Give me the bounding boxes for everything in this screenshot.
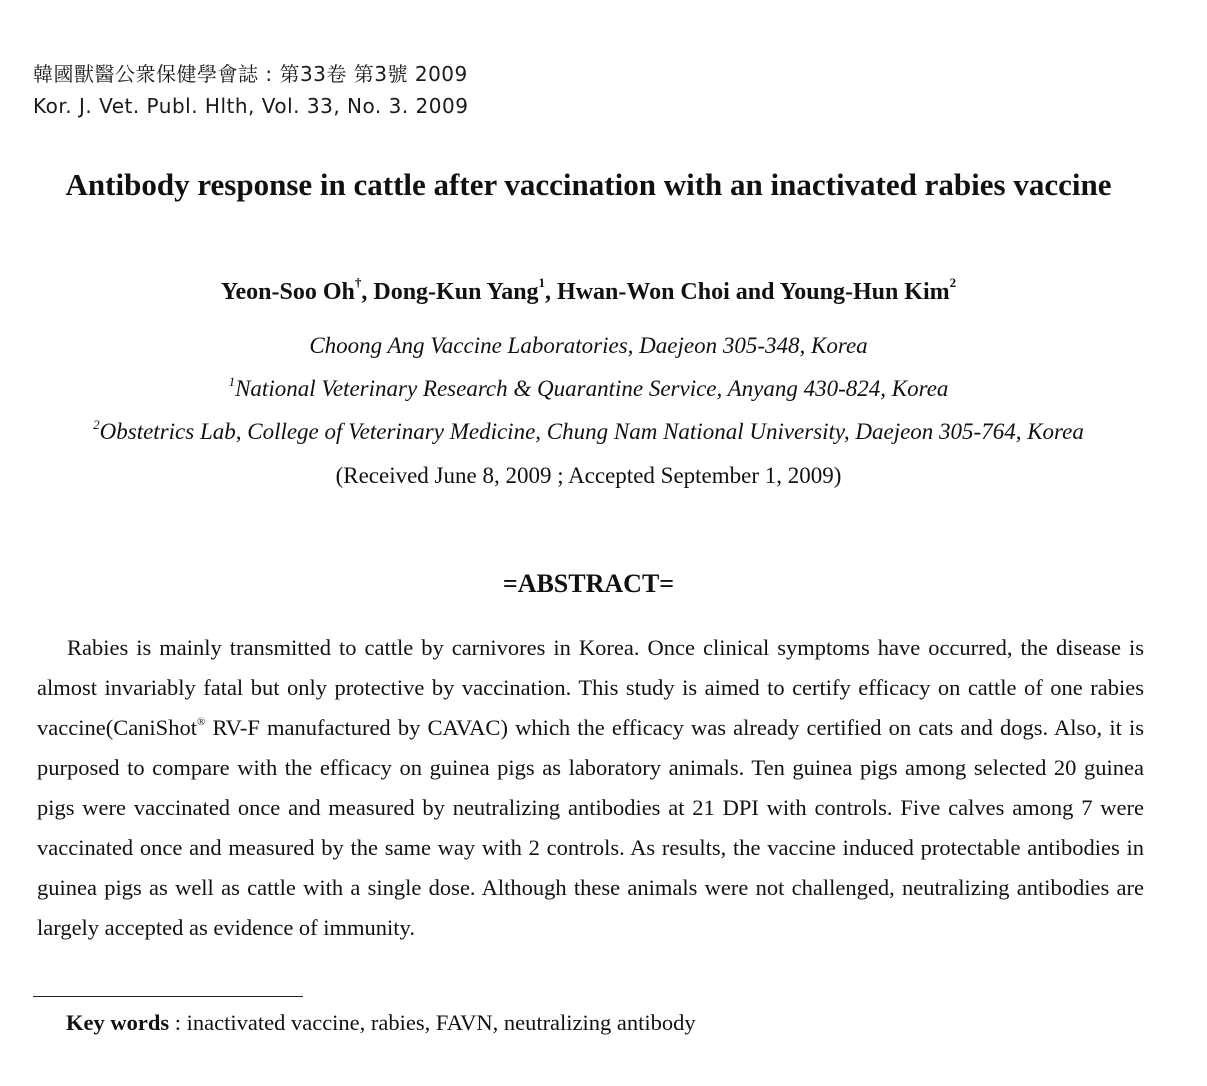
keywords-value: inactivated vaccine, rabies, FAVN, neutralizing antibody — [186, 1010, 696, 1035]
journal-citation — [33, 58, 468, 122]
footnote-divider — [33, 996, 303, 997]
journal-citation-english: Kor. J. Vet. Publ. Hlth, Vol. 33, No. 3. 2009 — [33, 94, 469, 118]
affiliation-mark: 2 — [93, 417, 100, 432]
affiliation-text: Obstetrics Lab, College of Veterinary Medicine, Chung Nam National University, Daejeon 305-764, Korea — [99, 419, 1084, 444]
keywords-separator: : — [169, 1010, 187, 1035]
registered-mark: ® — [196, 716, 206, 728]
author-name: Hwan-Won Choi — [557, 279, 730, 305]
journal-citation-korean: 韓國獸醫公衆保健學會誌 : 第33卷 第3號 2009 — [33, 62, 468, 86]
abstract-body — [37, 628, 1144, 948]
affiliation — [30, 330, 1147, 362]
author-mark: 2 — [949, 275, 957, 290]
author-separator: , — [361, 279, 374, 305]
affiliation-text: National Veterinary Research & Quarantine Service, Anyang 430-824, Korea — [235, 376, 949, 401]
author-name: Dong-Kun Yang — [373, 279, 539, 305]
abstract-heading: =ABSTRACT= — [502, 569, 675, 598]
abstract-text: RV-F manufactured by CAVAC) which the efficacy was already certified on cats and dogs. Also, it is purposed to compare with the efficacy on guinea pigs as laboratory animals. Ten guinea pigs among selected 20 guinea pigs were vaccinated once and measured by neutralizing antibodies at 21 DPI with controls. Five calves among 7 were vaccinated once and measured by the same way with 2 controls. As results, the vaccine induced protectable antibodies in guinea pigs as well as cattle with a single dose. Although these animals were not challenged, neutralizing antibodies are largely accepted as evidence of immunity. — [37, 715, 1144, 940]
affiliation-mark: 1 — [228, 374, 236, 389]
abstract-text: Rabies is mainly transmitted to cattle by carnivores in Korea. Once clinical symptoms have occurred, the disease is almost invariably fatal but only protective by vaccination. This study is aimed to certify efficacy on cattle of one rabies vaccine(CaniShot — [37, 635, 1144, 740]
keywords — [66, 1006, 696, 1040]
affiliation — [30, 373, 1147, 405]
author-name: Yeon-Soo Oh — [220, 279, 355, 305]
author-separator: , — [545, 279, 558, 305]
author-list — [30, 272, 1147, 312]
paper-title: Antibody response in cattle after vaccination with an inactivated rabies vaccine — [65, 167, 1112, 202]
author-mark: † — [354, 275, 362, 290]
affiliation — [20, 416, 1157, 448]
keywords-label: Key words — [66, 1010, 170, 1035]
affiliation-text: Choong Ang Vaccine Laboratories, Daejeon 305-348, Korea — [309, 333, 868, 358]
author-mark: 1 — [538, 275, 546, 290]
received-dates: (Received June 8, 2009 ; Accepted September 1, 2009) — [335, 463, 842, 488]
author-separator: and — [729, 279, 780, 305]
author-name: Young-Hun Kim — [779, 279, 950, 305]
